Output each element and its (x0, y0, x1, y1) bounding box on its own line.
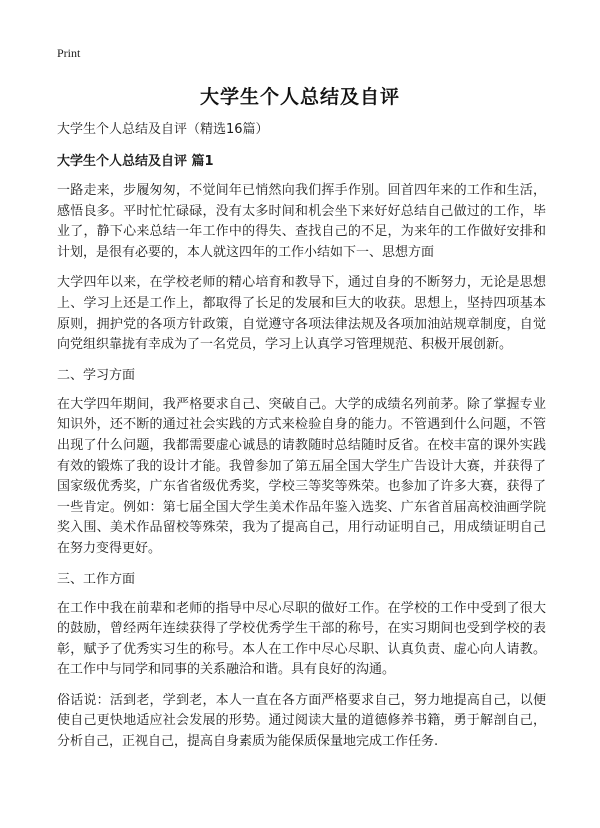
section-heading-work: 三、工作方面 (57, 571, 136, 587)
paragraph-self-improvement: 俗话说：活到老，学到老，本人一直在各方面严格要求自己，努力地提高自己，以便使自己更快地适应社会发展的形势。通过阅读大量的道德修养书籍，勇于解剖自己，分析自己，正视自己，提高自身素质为能保质保量地完成工作任务. (57, 692, 546, 750)
print-link[interactable]: Print (57, 46, 81, 60)
section-heading-study: 二、学习方面 (57, 367, 136, 383)
page-title: 大学生个人总结及自评 (199, 86, 400, 108)
article-subtitle: 大学生个人总结及自评（精选16篇） (57, 122, 269, 137)
article-heading: 大学生个人总结及自评 篇1 (57, 154, 214, 169)
paragraph-study: 在大学四年期间，我严格要求自己、突破自己。大学的成绩名列前茅。除了掌握专业知识外，还不断的通过社会实践的方式来检验自身的能力。不管遇到什么问题，不管出现了什么问题，我都需要虚心诚恳的请教随时总结随时反省。在校丰富的课外实践有效的锻炼了我的设计才能。我曾参加了第五届全国大学生广告设计大赛，并获得了国家级优秀奖，广东省省级优秀奖，学校三等奖等殊荣。也参加了许多大赛，获得了一些肯定。例如：第七届全国大学生美术作品年鉴入选奖、广东省首届高校油画学院奖入围、美术作品留校等殊荣，我为了提高自己，用行动证明自己，用成绩证明自己在努力变得更好。 (57, 396, 546, 556)
paragraph-intro: 一路走来，步履匆匆，不觉间年已悄然向我们挥手作别。回首四年来的工作和生活，感悟良多。平时忙忙碌碌，没有太多时间和机会坐下来好好总结自己做过的工作，毕业了，静下心来总结一年工作中的得失、查找自己的不足，为来年的工作做好安排和计划，是很有必要的，本人就这四年的工作小结如下一、思想方面 (57, 183, 546, 260)
paragraph-ideology: 大学四年以来，在学校老师的精心培育和教导下，通过自身的不断努力，无论是思想上、学习上还是工作上，都取得了长足的发展和巨大的收获。思想上，坚持四项基本原则，拥护党的各项方针政策，自觉遵守各项法律法规及各项加油站规章制度，自觉向党组织靠拢有幸成为了一名党员，学习上认真学习管理规范、积极开展创新。 (57, 275, 546, 353)
article-body (57, 121, 546, 763)
paragraph-work: 在工作中我在前辈和老师的指导中尽心尽职的做好工作。在学校的工作中受到了很大的鼓励，曾经两年连续获得了学校优秀学生干部的称号，在实习期间也受到学校的表彰，赋予了优秀实习生的称号。本人在工作中尽心尽职、认真负责、虚心向人请教。在工作中与同学和同事的关系融洽和谐。具有良好的沟通。 (57, 600, 546, 678)
